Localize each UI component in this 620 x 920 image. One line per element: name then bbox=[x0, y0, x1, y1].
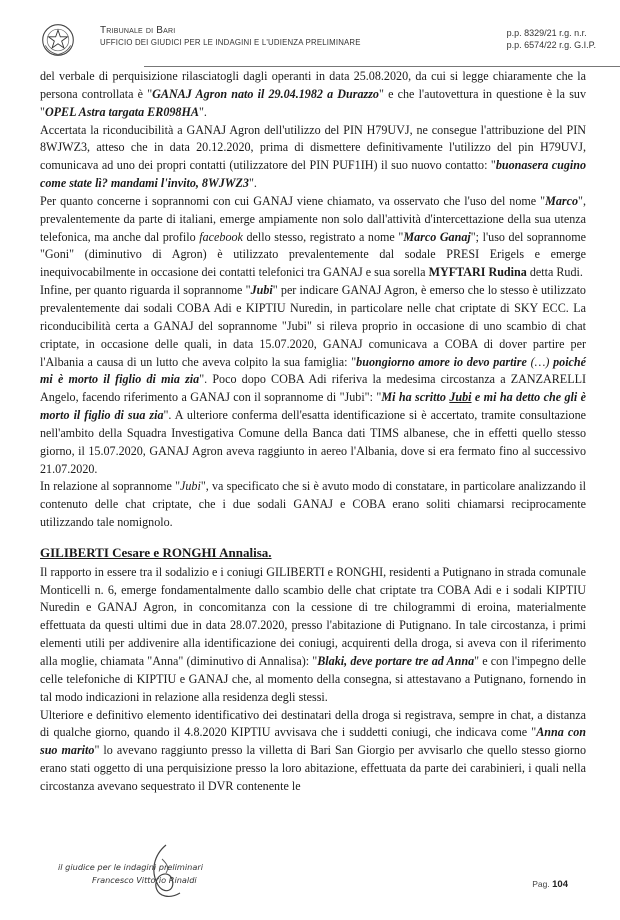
paragraph bbox=[40, 122, 586, 193]
quote-run: Marco bbox=[545, 193, 579, 208]
judge-name: Francesco Vittorio Rinaldi bbox=[92, 875, 197, 885]
text-run: Il rapporto in essere tra il sodalizio e i coniugi GILIBERTI e RONGHI, residenti a Putignano in strada comunale Monticelli n. 6, emerge fondamentalmente dallo scambio delle chat criptate tra COBA Adi e i sodali KIPTIU Nuredin e GANAJ Agron, in concomitanza con la cessione di tre chilogrammi di eroina, materialmente effettuata da questi ultimi due in data 28.07.2020, presso l'abitazione di Putignano. In tale circostanza, i primi elementi utili per addivenire alla identificazione dei coniugi, acquirenti della droga, si aveva con il riferimento alla moglie, chiamata "Anna" (diminutivo di Annalisa): " bbox=[40, 564, 586, 668]
paragraph bbox=[40, 68, 586, 122]
handwritten-signature bbox=[136, 841, 192, 901]
text-run: " per indicare GANAJ Agron, è emerso che lo stesso è utilizzato prevalentemente dai sodali COBA Adi e KIPTIU Nuredin, in particolare nelle chat criptate di SKY ECC. La riconducibilità certa a GANAJ del soprannome "Jubi" si rileva proprio in occasione di uno scambio di chat criptate, in occasione delle quali, in data 15.07.2020, GANAJ comunicava a COBA di dover partire per l'Albania a causa di un lutto che aveva colpito la sua famiglia: " bbox=[40, 283, 586, 369]
quote-run: Anna con suo marito bbox=[40, 725, 587, 758]
text-run: ", va specificato che si è avuto modo di constatare, in particolare analizzando il contenuto delle chat criptate, che i due sodali GANAJ e COBA erano soliti chiamarsi reciprocamente utilizzando tale nomignolo. bbox=[40, 479, 586, 530]
quote-run: GANAJ Agron nato il 29.04.1982 a Durazzo bbox=[152, 86, 379, 101]
text-run: In relazione al soprannome " bbox=[40, 479, 181, 494]
text-run: ". bbox=[248, 176, 257, 191]
quote-run: Marco Ganaj bbox=[403, 229, 471, 244]
italic-run: (…) bbox=[526, 354, 554, 369]
text-run: " e con l'impegno delle celle telefoniche di KIPTIU e GANAJ che, al momento della consegna, si attestavano a Putignano, fornendo in tal modo indicazioni in relazione alla residenza degli stessi. bbox=[40, 654, 587, 704]
text-run: ". Poco dopo COBA Adi riferiva la medesima circostanza a ZANZARELLI Angelo, facendo riferimento a GANAJ con il soprannome di "Jubi": " bbox=[40, 372, 586, 405]
court-line-2: UFFICIO DEI GIUDICI PER LE INDAGINI E L'UDIENZA PRELIMINARE bbox=[100, 38, 361, 47]
document-footer bbox=[40, 861, 596, 901]
italian-republic-emblem-icon bbox=[40, 22, 76, 58]
document-header bbox=[40, 22, 596, 62]
document-body bbox=[40, 68, 586, 796]
italic-run: Jubi bbox=[180, 479, 201, 494]
quote-run: buonasera cugino come state lì? mandami l'invito, 8WJWZ3 bbox=[40, 158, 587, 191]
court-line-1: Tribunale di Bari bbox=[100, 25, 176, 36]
text-run: " e che l'autovettura in questione è la suv " bbox=[40, 86, 586, 119]
judge-role: il giudice per le indagini preliminari bbox=[58, 862, 204, 872]
page-label: Pag. bbox=[532, 879, 550, 889]
court-name bbox=[100, 25, 361, 47]
header-rule bbox=[144, 66, 620, 67]
text-run: Ulteriore e definitivo elemento identificativo dei destinatari della droga si registrava, sempre in chat, a distanza di qualche giorno, quando il 4.8.2020 KIPTIU avvisava che i suddetti coniugi, che indicava come " bbox=[40, 707, 586, 740]
text-run: ". A ulteriore conferma dell'esatta identificazione si è accertato, tramite consultazione nell'ambito della Squadra Investigativa Comune della Banca dati TIMS albanese, che in effetti quello stesso giorno, il 15.07.2020, GANAJ Agron aveva raggiunto in aereo l'Albania, dove si era fermato fino al successivo 21.07.2020. bbox=[40, 408, 587, 476]
text-run: Accertata la riconducibilità a GANAJ Agron dell'utilizzo del PIN H79UVJ, ne consegue l'attribuzione del PIN 8WJWZ3, atteso che in data 20.12.2020, prima di dismettere definitivamente l'utilizzo del pin H79UVJ, comunicava ad uno dei propri contatti (utilizzatore del PIN PUF1IH) il suo nuovo contatto: " bbox=[40, 122, 586, 173]
bold-run: MYFTARI Rudina bbox=[428, 265, 527, 280]
paragraph bbox=[40, 478, 586, 532]
case-number-gip: p.p. 6574/22 r.g. G.I.P. bbox=[506, 40, 596, 50]
quote-run: buongiorno amore io devo partire bbox=[356, 354, 527, 369]
text-run: ", prevalentemente da parte di italiani, emerge ampiamente non solo dall'attività d'intercettazione della sua utenza telefonica, ma anche dal profilo bbox=[40, 193, 586, 244]
paragraph bbox=[40, 564, 586, 707]
quote-run: OPEL Astra targata ER098HA bbox=[44, 104, 199, 119]
text-run: Infine, per quanto riguarda il soprannome " bbox=[40, 283, 251, 298]
paragraph bbox=[40, 282, 586, 478]
page-number-value: 104 bbox=[552, 879, 568, 890]
quote-run: Jubi bbox=[250, 283, 273, 298]
text-run: del verbale di perquisizione rilasciatogli dagli operanti in data 25.08.2020, da cui si legge chiaramente che la persona controllata è " bbox=[40, 69, 586, 101]
case-number-nr: p.p. 8329/21 r.g. n.r. bbox=[506, 28, 587, 38]
paragraph bbox=[40, 707, 586, 796]
quote-run: poiché mi è morto il figlio di mia zia bbox=[40, 354, 587, 387]
quote-run: e mi ha detto che gli è morto il figlio di sua zia bbox=[40, 390, 586, 423]
text-run: "; l'uso del soprannome "Goni" (diminutivo di Agron) è utilizzato prevalentemente dal sodale PRESI Erigels e emerge inequivocabilmente in occasione dei contatti telefonici tra GANAJ e sua sorella bbox=[40, 229, 587, 280]
paragraph bbox=[40, 193, 586, 282]
page-number bbox=[532, 879, 568, 890]
text-run: dello stesso, registrato a nome " bbox=[242, 229, 404, 244]
text-run: Per quanto concerne i soprannomi con cui GANAJ viene chiamato, va osservato che l'uso del nome " bbox=[40, 193, 546, 208]
italic-run: facebook bbox=[199, 229, 243, 244]
section-heading: GILIBERTI Cesare e RONGHI Annalisa. bbox=[40, 544, 272, 560]
quote-run-underlined: Jubi bbox=[449, 390, 472, 405]
text-run: ". bbox=[198, 104, 207, 119]
quote-run: Blaki, deve portare tre ad Anna bbox=[317, 654, 475, 668]
text-run: " lo avevano raggiunto presso la villetta di Bari San Giorgio per avvisarlo che quello stesso giorno erano stati oggetto di una perquisizione presso la loro abitazione, effettuata da parte dei carabinieri, i quali nella circostanza avevano sequestrato il DVR contenente le bbox=[40, 743, 586, 793]
quote-run: Mi ha scritto bbox=[381, 390, 450, 405]
case-numbers bbox=[507, 27, 596, 51]
text-run: detta Rudi. bbox=[526, 265, 583, 280]
